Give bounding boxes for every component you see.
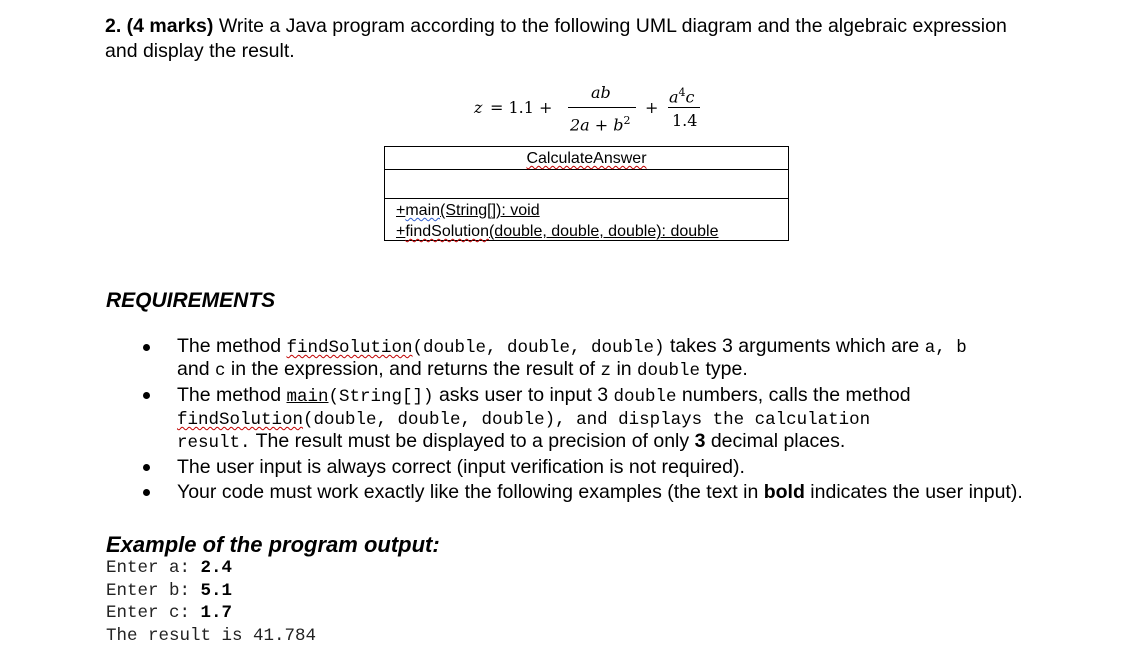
r2-code-main: main (286, 387, 329, 407)
r2-text-4: The result must be displayed to a precision of only (250, 430, 695, 452)
r1-code-ab: a, b (924, 338, 967, 358)
r1-text-3: and (177, 358, 215, 380)
r4-bold-word: bold (763, 481, 805, 503)
output-prompt-b: Enter b: (106, 581, 201, 601)
uml-class-name: CalculateAnswer (526, 150, 647, 167)
output-input-a: 2.4 (200, 558, 233, 578)
output-input-c: 1.7 (200, 603, 233, 623)
r2-code-result: result. (177, 433, 251, 453)
r1-code-double: double (637, 361, 701, 381)
fraction2-numerator-a: a (669, 87, 679, 107)
uml-method-findsolution-visibility: + (396, 223, 406, 240)
r2-precision: 3 (694, 430, 706, 452)
fraction1-denominator (570, 112, 631, 134)
fraction2-numerator-exponent: 4 (678, 86, 686, 99)
r4-text-3: indicates the user input). (804, 481, 1023, 503)
r1-text-5: in (611, 358, 638, 380)
r2-code-double: double (613, 387, 677, 407)
fraction2-numerator-c: c (685, 87, 695, 107)
fraction2-numerator (669, 84, 695, 106)
uml-class-diagram (384, 146, 789, 241)
uml-methods-compartment (396, 200, 718, 242)
uml-method-findsolution (396, 221, 718, 242)
requirement-2-line-1 (177, 384, 911, 409)
r2-code-findsolution: findSolution (177, 410, 304, 430)
r1-code-z: z (600, 361, 612, 381)
requirement-3: The user input is always correct (input verification is not required). (177, 456, 745, 478)
bullet-4 (143, 489, 150, 496)
bullet-3 (143, 464, 150, 471)
fraction1-denominator-exponent: 2 (623, 114, 631, 127)
r4-text-1: Your code must work exactly like the following examples (the text in (177, 481, 764, 503)
uml-method-main (396, 200, 718, 221)
uml-method-findsolution-signature: (double, double, double): double (488, 223, 719, 240)
fraction2-bar (668, 107, 700, 108)
algebraic-expression (0, 0, 1147, 140)
requirement-1-line-1 (177, 335, 967, 360)
fraction1-denominator-base: 2a + b (570, 115, 624, 135)
r2-code-params: (String[]) (328, 387, 434, 407)
r1-text-4: in the expression, and returns the result of (225, 358, 601, 380)
formula-plus: + (645, 98, 659, 117)
output-line-a (106, 557, 232, 580)
formula-lhs: z (474, 98, 483, 117)
output-input-b: 5.1 (200, 581, 233, 601)
formula-equals: = 1.1 + (490, 98, 553, 117)
r1-text-6: type. (700, 358, 748, 380)
output-prompt-a: Enter a: (106, 558, 201, 578)
bullet-1 (143, 344, 150, 351)
question-number: 2. (4 marks) (105, 15, 214, 37)
fraction1-bar (568, 107, 636, 108)
example-heading: Example of the program output: (106, 532, 440, 557)
question-line-2: and display the result. (105, 40, 295, 62)
uml-method-main-signature: (String[]): void (440, 202, 540, 219)
output-line-b (106, 580, 232, 603)
r1-text-1: The method (177, 335, 287, 357)
r2-text-3: numbers, calls the method (676, 384, 911, 406)
fraction2-denominator: 1.4 (672, 111, 698, 130)
requirement-4 (177, 481, 1023, 504)
uml-method-findsolution-name: findSolution (405, 223, 489, 240)
uml-method-main-visibility: + (396, 202, 406, 219)
requirements-heading: REQUIREMENTS (106, 289, 276, 312)
uml-method-main-name: main (405, 202, 441, 219)
r2-text-1: The method (177, 384, 287, 406)
requirement-2-line-3 (177, 430, 845, 455)
requirement-1-line-2 (177, 358, 748, 383)
requirement-2-line-2 (177, 407, 870, 432)
r1-code-c: c (214, 361, 226, 381)
r1-code-findsolution: findSolution (286, 338, 413, 358)
question-text-1: Write a Java program according to the following UML diagram and the algebraic expression (213, 15, 1007, 37)
r2-text-6: decimal places. (705, 430, 846, 452)
uml-class-name-row (385, 147, 788, 170)
output-prompt-c: Enter c: (106, 603, 201, 623)
uml-attributes-row (385, 170, 788, 199)
output-line-c (106, 602, 232, 625)
fraction1-numerator: ab (591, 83, 611, 102)
r2-code-call: (double, double, double), and displays the calculation (303, 410, 871, 430)
r1-text-2: takes 3 arguments which are (664, 335, 925, 357)
r1-code-params: (double, double, double) (412, 338, 665, 358)
r2-text-2: asks user to input 3 (433, 384, 614, 406)
bullet-2 (143, 392, 150, 399)
output-result-line: The result is 41.784 (106, 626, 317, 646)
